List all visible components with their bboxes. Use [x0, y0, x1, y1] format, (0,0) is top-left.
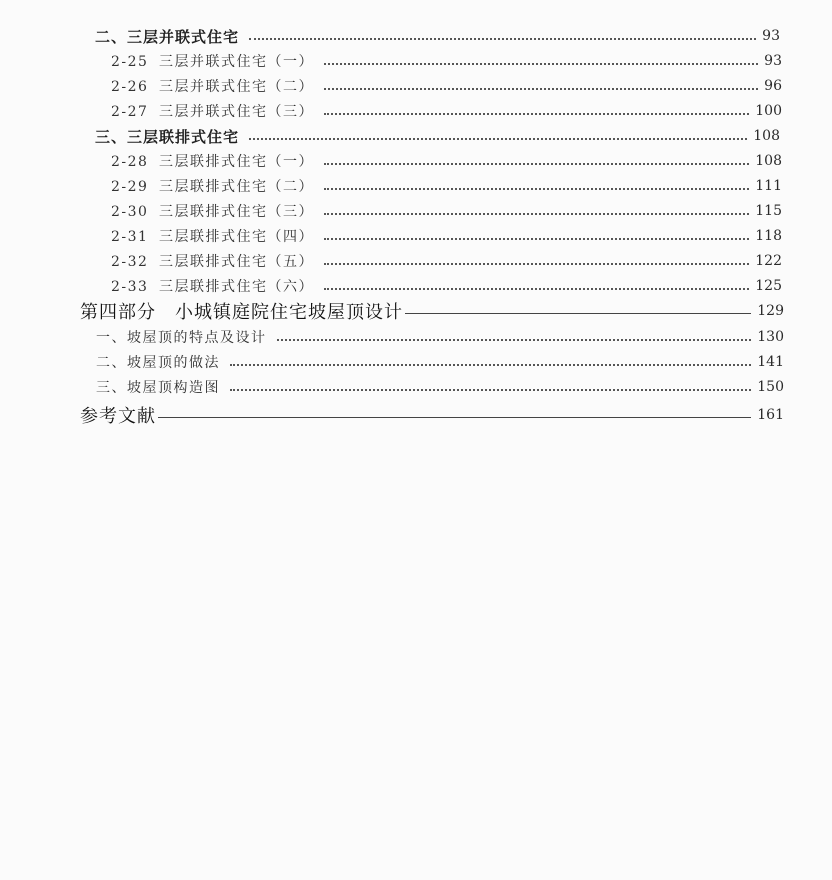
toc-item-2-26[interactable]: [0, 74, 832, 98]
toc-item-2-32[interactable]: [0, 249, 832, 273]
toc-entry-title: 一、坡屋顶的特点及设计: [96, 330, 267, 346]
toc-entry-title: 三层联排式住宅（四）: [159, 229, 314, 245]
toc-entry-title: 三层联排式住宅（三）: [159, 204, 314, 220]
toc-item-2-25[interactable]: [0, 49, 832, 73]
toc-item-2-31[interactable]: [0, 224, 832, 248]
toc-entry-title: 三层联排式住宅（二）: [159, 179, 314, 195]
toc-page-number: 130: [757, 329, 784, 345]
toc-entry-title: 三层联排式住宅（五）: [159, 254, 314, 270]
toc-page-number: 93: [762, 28, 780, 44]
toc-item-number: 2-25: [111, 54, 149, 70]
toc-page-number: 100: [755, 103, 782, 119]
toc-entry-title: 三、三层联排式住宅: [95, 127, 240, 146]
toc-item-2-33[interactable]: [0, 274, 832, 298]
dot-leader: [324, 213, 749, 215]
dot-leader: [324, 263, 749, 265]
dot-leader: [249, 38, 756, 40]
toc-entry-title: 三、坡屋顶构造图: [96, 380, 220, 396]
toc-entry-title: 三层并联式住宅（二）: [159, 79, 314, 95]
toc-page-number: 96: [764, 78, 782, 94]
dot-leader: [324, 63, 758, 65]
toc-item-2-28[interactable]: [0, 149, 832, 173]
toc-entry-title: 二、坡屋顶的做法: [96, 355, 220, 371]
dot-leader: [249, 138, 747, 140]
toc-entry-title: 二、三层并联式住宅: [95, 27, 240, 46]
dot-leader: [324, 188, 749, 190]
toc-page-number: 161: [757, 407, 784, 423]
toc-part-4[interactable]: [0, 297, 832, 325]
toc-item-2-30[interactable]: [0, 199, 832, 223]
dot-leader: [324, 288, 749, 290]
toc-item-number: 2-30: [111, 204, 149, 220]
line-leader: [405, 313, 751, 314]
toc-sub-1[interactable]: [0, 325, 832, 349]
toc-page-number: 150: [757, 379, 784, 395]
toc-entry-title: 三层联排式住宅（六）: [159, 279, 314, 295]
toc-page-number: 108: [755, 153, 782, 169]
toc-part-title: 参考文献: [80, 406, 156, 427]
dot-leader: [324, 88, 758, 90]
toc-page-number: 108: [753, 128, 780, 144]
toc-page-number: 111: [755, 178, 782, 194]
toc-page-number: 141: [757, 354, 784, 370]
dot-leader: [324, 163, 749, 165]
toc-entry-title: 三层并联式住宅（一）: [159, 54, 314, 70]
dot-leader: [230, 389, 751, 391]
toc-item-number: 2-33: [111, 279, 149, 295]
toc-references[interactable]: [0, 401, 832, 429]
toc-page-number: 118: [755, 228, 782, 244]
toc-page-number: 115: [755, 203, 782, 219]
line-leader: [158, 417, 751, 418]
dot-leader: [230, 364, 751, 366]
toc-page-number: 129: [757, 303, 784, 319]
toc-page-number: 93: [764, 53, 782, 69]
toc-item-number: 2-28: [111, 154, 149, 170]
toc-page-number: 125: [755, 278, 782, 294]
toc-sub-2[interactable]: [0, 350, 832, 374]
dot-leader: [277, 339, 752, 341]
toc-item-number: 2-29: [111, 179, 149, 195]
toc-sub-3[interactable]: [0, 375, 832, 399]
toc-item-number: 2-31: [111, 229, 149, 245]
toc-section-2[interactable]: [0, 24, 832, 48]
toc-part-title: 第四部分 小城镇庭院住宅坡屋顶设计: [80, 302, 403, 323]
dot-leader: [324, 238, 749, 240]
toc-section-3[interactable]: [0, 124, 832, 148]
toc-page-number: 122: [755, 253, 782, 269]
dot-leader: [324, 113, 749, 115]
toc-item-number: 2-27: [111, 104, 149, 120]
toc-item-number: 2-32: [111, 254, 149, 270]
toc-item-2-27[interactable]: [0, 99, 832, 123]
toc-item-number: 2-26: [111, 79, 149, 95]
toc-entry-title: 三层并联式住宅（三）: [159, 104, 314, 120]
toc-entry-title: 三层联排式住宅（一）: [159, 154, 314, 170]
toc-item-2-29[interactable]: [0, 174, 832, 198]
